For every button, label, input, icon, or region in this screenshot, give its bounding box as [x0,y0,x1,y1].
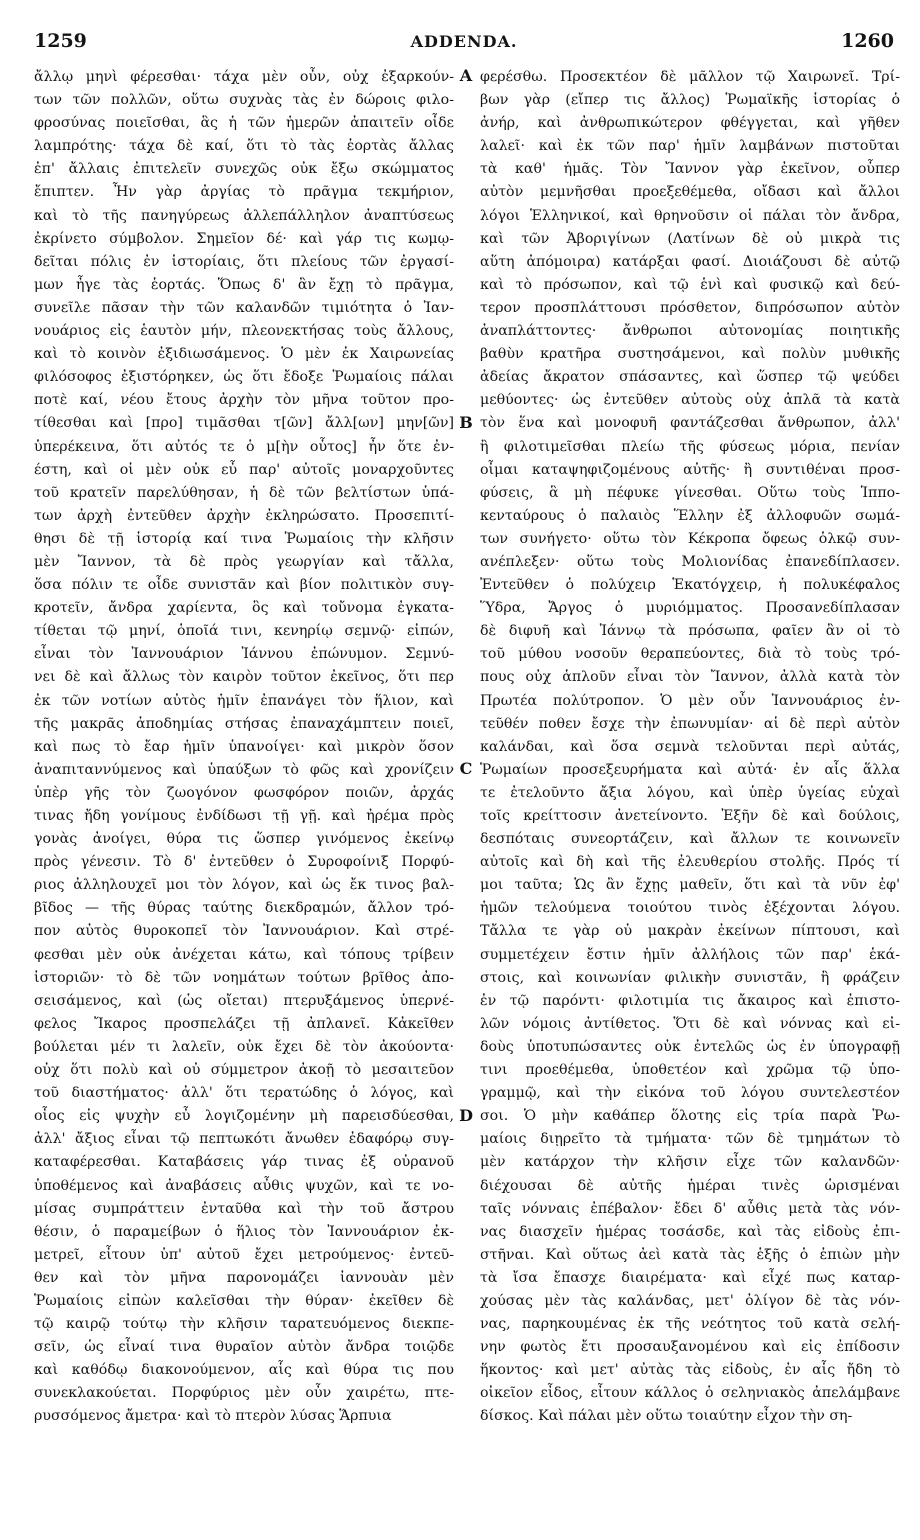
right-column-line: πους οὐχ ἁπλοῦν εἶναι τὸν Ἴαννον, ἀλλὰ κατὰ τὸν [480,669,900,686]
right-column-line: νας, παρηκουμένας ἐκ τῆς νεότητος τοῦ κατὰ σελή- [480,1316,900,1333]
left-column-line: συνεκλακούεται. Πορφύριος μὲν οὖν χαιρέτω, πτε- [34,1385,454,1402]
left-column-line: ἄλλῳ μηνὶ φέρεσθαι· τάχα μὲν οὖν, οὐχ ἐξαρκούν- [34,69,454,85]
right-column-line: αὕτη ἀπόμοιρα) κατάρξαι φασί. Διοιάζουσι δὲ αὐτῷ [480,253,900,270]
left-column-line: ἔπιπτεν. Ἦν γὰρ ἀργίας τὸ πρᾶγμα τεκμήριον, [34,184,454,201]
right-column-line: μοι ταῦτα; Ὡς ἂν ἔχῃς μαθεῖν, ὅτι καὶ τὰ νῦν ἐφ' [480,877,900,894]
right-column-line: ἀνήρ, καὶ ἀνθρωπικώτερον φθέγγεται, καὶ γῆθεν [480,115,900,132]
right-column-line: νας διασχεῖν ἡμέρας τοσάσδε, καὶ τὰς εἰδοὺς ἐπι- [480,1223,900,1240]
left-column-line: ὑπερέκεινα, ὅτι αὐτός τε ὁ μ[ὴν οὗτος] ἦν ὅτε ἐν- [34,438,454,455]
left-column-line: μων ἦγε τὰς ἑορτάς. Ὅπως δ' ἂν ἔχῃ τὸ πρᾶγμα, [34,276,454,293]
left-column-line: ὑπὲρ γῆς τὸν ζωογόνον φωσφόρον ποιῶν, ἀρχάς [34,784,454,801]
left-column-line: καὶ πως τὸ ἔαρ ἡμῖν ὑπανοίγει· καὶ μικρὸν ὅσον [34,738,454,755]
right-column-line: μὲν κατάρχον τὴν κλῆσιν εἶχε τῶν καλανδῶν· [480,1154,900,1171]
left-column-line: ἀναπιταννύμενος καὶ ὑπαύξων τὸ φῶς καὶ χρονίζειν [34,761,454,778]
right-column-line: ἡμῶν τελούμενα τοιούτου τινὸς ἐξέχονται λόγου. [480,900,900,917]
left-page-number: 1259 [34,30,87,52]
left-column-line: συνεῖλε πᾶσαν τὴν τῶν καλανδῶν τιμιότητα ὁ Ἰαν- [34,299,454,316]
margin-letter-c: C [459,759,473,778]
right-column-line: τοῖς κρείττοσιν ἀνετείνοντο. Ἐξῆν δὲ καὶ δούλοις, [480,808,900,824]
left-column-line: καταφέρεσθαι. Καταβάσεις γάρ τινας ἐξ οὐρανοῦ [34,1154,454,1171]
left-column-line: τίθεσθαι καὶ [προ] τιμᾶσθαι τ[ῶν] ἄλλ[ων] μην[ῶν] [34,415,454,432]
right-column-line: καλάνδαι, καὶ ὅσα σεμνὰ τελοῦνται περὶ αὐτάς, [480,738,900,755]
left-column-line: φεσθαι μὲν οὐκ ἀνέχεται κάτω, καὶ τόπους τρίβειν [34,946,454,963]
left-column-line: κροτεῖν, ἄνδρα χαρίεντα, ὃς καὶ τοὔνομα ἐγκατα- [34,600,454,617]
left-column-line: καὶ τὸ τῆς πανηγύρεως ἀλλεπάλληλον ἀναπτύσεως [34,207,454,224]
left-column-line: ἀλλ' ἄξιος εἶναι τῷ πεπτωκότι ἄνωθεν ἐδαφόρῳ συγ- [34,1131,454,1148]
left-column-line: πον αὐτὸς θυροκοπεῖ τὸν Ἰαννουάριον. Καὶ στρέ- [34,923,454,940]
left-column-line: σεισάμενος, καὶ (ὡς οἴεται) πτερυξάμενος ὑπερνέ- [34,992,454,1009]
left-column-line: πρὸς γένεσιν. Τὸ δ' ἐντεῦθεν ὁ Συροφοίνιξ Πορφύ- [34,854,454,871]
right-column-line: ανέπλεξεν· οὕτω τοὺς Μολιονίδας ἐπανεδίπλασεν. [480,553,900,570]
left-column-line: ρυσσόμενος ἄμετρα· καὶ τὸ πτερὸν λύσας Ἅρπυια [34,1408,392,1425]
right-column-line: ἢ φιλοτιμεῖσθαι πλείω τῆς φύσεως μόρια, πενίαν [480,438,900,455]
right-column-line: φερέσθω. Προσεκτέον δὲ μᾶλλον τῷ Χαιρωνεῖ. Τρί- [480,69,900,85]
right-column-line: διέχουσαι δὲ αὐτῆς ἡμέραι τινὲς ὡρισμέναι [480,1177,900,1194]
right-column-line: καὶ τῶν Ἀβοριγίνων (Λατίνων δὲ οὐ μικρὰ τις [480,230,900,247]
left-column-line: γονὰς ἀνοίγει, θύρα τις ὥσπερ γινόμενος ἐκείνῳ [34,831,454,848]
left-column-line: θέσιν, ὁ παραμείβων ὁ ἥλιος τὸν Ἰαννουάριον ἐκ- [34,1223,454,1240]
right-column-line: τε ἐτελοῦντο ἄξια λόγου, καὶ ὑπὲρ ὑγείας εὐχαὶ [480,784,900,801]
left-column-line: τῷ καιρῷ τούτῳ τὴν κλῆσιν ταρατευόμενος διεκπε- [34,1316,454,1333]
right-column-line: σοι. Ὁ μὴν καθάπερ ὅλοτης εἰς τρία παρὰ Ῥω- [480,1108,900,1125]
right-column-line: βαθὺν κρατῆρα συστησάμενοι, καὶ πολὺν μυθικῆς [480,346,900,363]
left-column-line: δεῖται πόλις ἐν ἱστορίαις, ὅτι πλείους τῶν ἐργασί- [34,253,454,270]
left-column-line: θησι δὲ τῇ ἱστορίᾳ καί τινα Ῥωμαίοις τὴν κλῆσιν [34,530,454,547]
right-column-line: δεσπόταις συνεορτάζειν, καὶ ἄλλων τε κοινωνεῖν [480,831,900,848]
right-column-line: τινι προεθέμεθα, ὑποθετέον καὶ χρῶμα τῷ ὑπο- [480,1062,900,1079]
right-column-line: γραμμῷ, καὶ τὴν εἰκόνα τοῦ λόγου συντελεστέον [480,1085,900,1102]
right-column-line: μαίοις διῃρεῖτο τὰ τμήματα· τῶν δὲ τμημάτων τὸ [480,1131,900,1148]
right-column-line: μεθύοντες· ὡς ἐντεῦθεν αὐτοὺς οὐχ ἁπλᾶ τὰ κατὰ [480,392,900,409]
right-page-number: 1260 [841,30,894,52]
right-column-line: τὰ ἴσα ἔπασχε διαιρέματα· καὶ εἶχέ πως καταρ- [480,1269,900,1286]
right-column-line: των συνήγετο· οὕτω τὸν Κέκροπα ὄφεως ὁλκῷ συν- [480,530,900,547]
right-column-line: ταῖς νόνναις ἐπέβαλον· ἔδει δ' αὖθις μετὰ τὰς νόν- [480,1200,900,1217]
left-column-line: οὐχ ὅτι πολὺ καὶ οὐ σύμμετρον ἀκοῇ τὸ μεσαιτεῦον [34,1062,454,1079]
right-column-line: ἀναπλάττοντες· ἄνθρωποι αὐτονομίας ποιητικῆς [480,323,900,340]
margin-letter-b: B [459,413,473,432]
left-column-line: βούλεται μέν τι λαλεῖν, οὐκ ἔχει δὲ τὸν ἀκούοντα· [34,1038,454,1055]
left-column-line: βῖδος — τῆς θύρας ταύτης διεκδραμών, ἄλλον τρό- [34,900,454,917]
left-column-line: νει δὲ καὶ ἄλλως τὸν καιρὸν τοῦτον ἐκεῖνος, ὅτι περ [34,669,454,686]
left-column-line: φελος Ἴκαρος προσπελάζει τῇ ἀπλανεῖ. Κἀκεῖθεν [34,1015,454,1032]
left-column-line: οἷος εἰς ψυχὴν εὖ λογιζομένην μὴ παρεισδύεσθαι, [34,1108,454,1125]
right-column-line: δίσκος. Καὶ πάλαι μὲν οὕτω τοιαύτην εἶχον τὴν ση- [480,1408,853,1425]
right-column-line: οἰκεῖον εἶδος, εἶτουν κάλλος ὁ σεληνιακὸς ἀπελάμβανε [480,1385,900,1402]
left-column-line: τῆς μακρᾶς ἀποδημίας στήσας ἐπαναχάμπτειν ποιεῖ, [34,715,454,732]
left-column-line: λαμπρότης· τάχα δὲ καί, ὅτι τὸ τὰς ἑορτὰς ἄλλας [34,138,454,155]
page-header [34,30,894,60]
right-column-line: οἶμαι καταψηφιζομένους αὐτῆς· ἢ συντιθέναι προσ- [480,461,900,478]
right-column-line: στῆναι. Καὶ οὕτως ἀεὶ κατὰ τὰς ἑξῆς ὁ ἑπιὼν μὴν [480,1246,900,1263]
margin-letter-d: D [459,1106,473,1125]
left-column-line: μὲν Ἴαννον, τὰ δὲ πρὸς γεωργίαν καὶ τἄλλα, [34,553,454,570]
left-column-line: θεν καὶ τὸν μῆνα παρονομάζει ἰαννουὰν μὲν [34,1269,454,1286]
left-column-line: ριος ἀλληλουχεῖ μοι τὸν λόγον, καὶ ὡς ἔκ τινος βαλ- [34,877,454,894]
left-column-line: φροσύνας ποιεῖσθαι, ἃς ἡ τῶν ἡμερῶν ἀπαιτεῖν οἶδε [34,115,454,132]
right-column-line: καὶ τὸ πρόσωπον, καὶ τῷ ἑνὶ καὶ φυσικῷ καὶ δεύ- [480,276,900,293]
right-column-line: Ῥωμαίων προσεξευρήματα καὶ αὐτά· ἐν αἷς ἅλλα [480,761,900,778]
right-column-line: συμμετέχειν ἔστιν ἡμῖν ἀλλήλοις τῶν παρ' ἑκά- [480,946,900,963]
left-column-line: ὑποθέμενος καὶ ἀναβάσεις αὖθις ψυχῶν, καὶ τε νο- [34,1177,454,1194]
right-column-line: Πρωτέα πολύτροπον. Ὁ μὲν οὖν Ἰαννουάριος ἐν- [480,692,900,709]
right-column-line: Τἄλλα τε γὰρ οὐ μακρὰν ἐκείνων πίπτουσι, καὶ [480,923,900,940]
left-column-line: ἐκ τῶν νοτίων αὐτὸς ἡμῖν ἐπανάγει τὸν ἥλιον, καὶ [34,692,454,709]
left-column-line: τοῦ κρατεῖν παρελύθησαν, ἡ δὲ τῶν βελτίστων ὑπά- [34,484,454,501]
right-column-line: αὐτοῖς καὶ δὴ καὶ τῆς ἐλευθερίου στολῆς. Πρός τί [480,854,900,871]
left-column-line: μετρεῖ, εἶτουν ὑπ' αὐτοῦ ἔχει μετρούμενος· ἐντεῦ- [34,1246,454,1263]
left-column-line: καὶ καθόδῳ διακονούμενον, αἷς καὶ θύρα τις που [34,1362,454,1379]
right-column-line: κενταύρους ὁ παλαιὸς Ἕλλην ἐξ ἀλλοφυῶν σωμά- [480,507,900,524]
right-column-line: τὰ καθ' ἡμᾶς. Τὸν Ἴαννον γὰρ ἐκεῖνον, οὗπερ [480,161,900,178]
right-column-line: τερον προσπλάττουσι πρόσθετον, διπρόσωπον αὐτὸν [480,299,900,316]
left-column-line: νουάριος εἰς ἑαυτὸν μήν, πλεονεκτήσας τοὺς ἄλλους, [34,323,454,340]
left-column-line: ἱστοριῶν· τὸ δὲ τῶν νοημάτων τούτων βρῖθος ἀπο- [34,969,454,986]
left-column-line: τοῦ διαστήματος· ἀλλ' ὅτι τερατώδης ὁ λόγος, καὶ [34,1085,454,1102]
left-column-line: ποτὲ καί, νέου ἔτους ἀρχὴν τὸν μῆνα τοῦτον προ- [34,392,454,409]
left-column-line: τίθεται τῷ μηνί, ὁποῖά τινι, κενηρίῳ σεμνῷ· εἰπών, [34,623,454,640]
left-column-line: σεῖν, ὡς εἶναί τινα θυραῖον αὐτὸν ἄνδρα τοιῷδε [34,1339,454,1356]
margin-letter-a: A [459,66,473,85]
right-column-line: νην φωτὸς ἔτι προσαυξανομένου καὶ εἰς ἐπίδοσιν [480,1339,900,1356]
left-column-line: ἐκρίνετο σύμβολον. Σημεῖον δέ· καὶ γάρ τις κωμῳ- [34,230,454,247]
right-column-line: ἀδείας ἄκρατον σπάσαντες, καὶ ὥσπερ τῷ ψεύδει [480,369,900,386]
left-column-line: Ῥωμαίοις εἰπὼν καλεῖσθαι τὴν θύραν· ἐκεῖθεν δὲ [34,1292,454,1309]
right-column-line: Ὕδρα, Ἄργος ὁ μυριόμματος. Προσανεδίπλασαν [480,600,900,617]
right-column-line: δὲ διφυῆ καὶ Ἰάννῳ τὰ πρόσωπα, φαῖεν ἂν οἱ τὸ [480,623,900,640]
right-column-line: βων γὰρ (εἴπερ τις ἄλλος) Ῥωμαϊκῆς ἱστορίας ὁ [480,92,900,109]
right-column-line: ἐν τῷ παρόντι· φιλοτιμία τις ἄκαιρος καὶ ἐπιστο- [480,992,900,1009]
left-column-line: εἶναι τὸν Ἰαννουάριον Ἰάννου ἐπώνυμον. Σεμνύ- [34,646,454,663]
left-column-line: ἐπ' ἄλλαις ἐπιτελεῖν συνεχῶς οὐκ ἔξω σκώμματος [34,161,454,178]
right-column-line: τὸν ἕνα καὶ μονοφυῆ φαντάζεσθαι ἄνθρωπον, ἀλλ' [480,415,900,432]
right-column-line: Ἐντεῦθεν ὁ πολύχειρ Ἑκατόγχειρ, ἡ πολυκέφαλος [480,577,900,594]
left-column-line: τινας ἤδη γονίμους ἐνδίδωσι τῇ γῇ. καὶ ἠρέμα πρὸς [34,808,454,824]
right-column-line: χούσας μὲν τὰς καλάνδας, μετ' ὀλίγον δὲ τὰς νόν- [480,1292,900,1309]
right-column-line: λόγοι Ἑλληνικοί, καὶ θρηνοῦσιν οἱ πάλαι τὸν ἄνδρα, [480,207,900,224]
right-column-line: λῶν νόμοις ἀντίθετος. Ὅτι δὲ καὶ νόννας καὶ εἰ- [480,1015,900,1032]
right-column-line: λαλεῖ· καὶ ἐκ τῶν παρ' ἡμῖν λαμβάνων πιστοῦται [480,138,900,155]
right-column-line: φύσεις, ἃ μὴ πέφυκε γίνεσθαι. Οὕτω τοὺς Ἱππο- [480,484,900,501]
right-text-column [480,66,900,1429]
running-title: ADDENDA. [410,32,518,51]
left-text-column [34,66,454,1429]
right-column-line: τοῦ μύθου νοσοῦν θεραπεύοντες, διὰ τὸ τοὺς τρό- [480,646,900,663]
right-column-line: ἥκοντος· καὶ μετ' αὐτὰς τὰς εἰδοὺς, ἐν αἷς ἤδη τὸ [480,1362,900,1379]
left-column-line: των ἀρχὴ ἐντεῦθεν ἀρχὴν ἐκληρώσατο. Προσεπιτί- [34,507,454,524]
right-column-line: τεῦθέν ποθεν ἔσχε τὴν ἐπωνυμίαν· αἱ δὲ περὶ αὐτὸν [480,715,900,732]
right-column-line: δοὺς ὑποτυπώσαντες οὐκ ἐντελῶς ὡς ἐν ὑπογραφῇ [480,1038,900,1055]
left-column-line: φιλόσοφος ἐξιστόρηκεν, ὡς ὅτι ἔδοξε Ῥωμαίοις πάλαι [34,369,454,386]
right-column-line: αὐτὸν μεμνῆσθαι προεξεθέμεθα, οἴδασι καὶ ἄλλοι [480,184,900,201]
left-column-line: των τῶν πολλῶν, οὕτω συχνὰς τὰς ἐν δώροις φιλο- [34,92,454,109]
left-column-line: έστη, καὶ οἱ μὲν οὐκ εὖ παρ' αὐτοῖς μοναρχοῦντες [34,461,454,478]
left-column-line: ὅσα πόλιν τε οἶδε συνιστᾶν καὶ βίον πολιτικὸν συγ- [34,577,454,594]
left-column-line: μίσας συμπράττειν ἐνταῦθα καὶ τὴν τοῦ ἄστρου [34,1200,454,1217]
left-column-line: καὶ τὸ κοινὸν ἐξιδιωσάμενος. Ὁ μὲν ἐκ Χαιρωνείας [34,346,454,363]
right-column-line: στοις, καὶ κοινωνίαν φιλικὴν συνιστᾶν, ἢ φράζειν [480,969,900,986]
